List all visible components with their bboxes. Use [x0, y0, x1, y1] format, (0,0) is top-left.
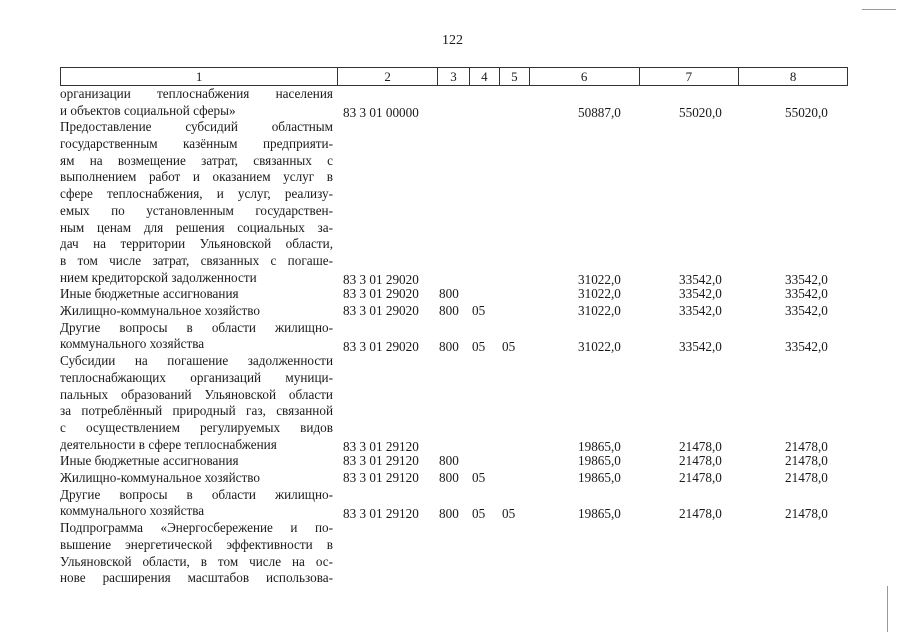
- cell-col-6: 19865,0: [578, 505, 621, 521]
- description-line: Жилищно-коммунальное хозяйство: [60, 303, 261, 319]
- row-description: [60, 320, 333, 353]
- description-line: сфере теплоснабжения, и услуг, реализу-: [60, 186, 333, 202]
- description-line: Жилищно-коммунальное хозяйство: [60, 470, 261, 486]
- description-line: Другие вопросы в области жилищно-: [60, 319, 333, 335]
- cell-col-7: 21478,0: [679, 453, 722, 469]
- cell-col-7: 21478,0: [679, 505, 722, 521]
- header-col-8: 8: [789, 69, 797, 84]
- cell-code: 83 3 01 29120: [343, 438, 419, 454]
- cell-col-6: 50887,0: [578, 104, 621, 120]
- description-line: дач на территории Ульяновской области,: [60, 236, 333, 252]
- cell-col-8: 33542,0: [785, 271, 828, 287]
- cell-col-6: 19865,0: [578, 438, 621, 454]
- cell-col-6: 19865,0: [578, 470, 621, 486]
- description-line: Подпрограмма «Энергосбережение и по-: [60, 520, 333, 536]
- page-number: 122: [442, 33, 463, 48]
- cell-col-6: 31022,0: [578, 271, 621, 287]
- cell-col-7: 33542,0: [679, 286, 722, 302]
- cell-col-6: 31022,0: [578, 303, 621, 319]
- cell-col-3: 800: [439, 470, 459, 486]
- header-col-3: 3: [438, 68, 470, 85]
- cell-col-4: 05: [472, 470, 486, 486]
- cell-code: 83 3 01 00000: [343, 104, 419, 120]
- top-right-rule: [862, 9, 896, 10]
- description-line: емых по установленным государствен-: [60, 202, 333, 218]
- cell-code: 83 3 01 29120: [343, 505, 419, 521]
- description-line: вышение энергетической эффективности в: [60, 536, 333, 552]
- cell-col-8: 33542,0: [785, 303, 828, 319]
- description-line: государственным казённым предприяти-: [60, 136, 333, 152]
- cell-code: 83 3 01 29120: [343, 470, 419, 486]
- cell-col-7: 21478,0: [679, 470, 722, 486]
- description-line: с осуществлением регулируемых видов: [60, 419, 333, 435]
- description-line: Иные бюджетные ассигнования: [60, 286, 239, 302]
- description-line: организации теплоснабжения населения: [60, 86, 333, 101]
- description-line: нове расширения масштабов использова-: [60, 570, 333, 586]
- table-header: [60, 67, 848, 86]
- cell-col-8: 21478,0: [785, 505, 828, 521]
- cell-col-6: 31022,0: [578, 338, 621, 354]
- right-margin-rule: [887, 586, 888, 632]
- description-line: деятельности в сфере теплоснабжения: [60, 436, 277, 452]
- cell-code: 83 3 01 29020: [343, 286, 419, 302]
- description-line: выполнением работ и оказанием услуг в: [60, 169, 333, 185]
- row-description: [60, 119, 333, 286]
- cell-col-3: 800: [439, 453, 459, 469]
- description-line: нием кредиторской задолженности: [60, 269, 257, 285]
- cell-col-3: 800: [439, 505, 459, 521]
- description-line: и объектов социальной сферы»: [60, 102, 236, 118]
- cell-col-8: 21478,0: [785, 453, 828, 469]
- cell-col-3: 800: [439, 338, 459, 354]
- cell-col-5: 05: [502, 505, 516, 521]
- row-description: [60, 487, 333, 520]
- cell-col-8: 33542,0: [785, 286, 828, 302]
- cell-col-8: 21478,0: [785, 470, 828, 486]
- description-line: коммунального хозяйства: [60, 336, 205, 352]
- cell-col-3: 800: [439, 303, 459, 319]
- cell-code: 83 3 01 29020: [343, 271, 419, 287]
- row-description: [60, 520, 333, 587]
- header-col-2: 2: [338, 68, 438, 85]
- row-description: [60, 86, 333, 119]
- cell-col-6: 31022,0: [578, 286, 621, 302]
- header-col-7: 7: [640, 68, 740, 85]
- description-line: Субсидии на погашение задолженности: [60, 353, 333, 369]
- row-description: [60, 303, 333, 320]
- row-description: [60, 453, 333, 470]
- cell-col-4: 05: [472, 338, 486, 354]
- cell-col-7: 21478,0: [679, 438, 722, 454]
- description-line: ным ценам для решения социальных за-: [60, 219, 333, 235]
- cell-code: 83 3 01 29120: [343, 453, 419, 469]
- row-description: [60, 353, 333, 453]
- description-line: Другие вопросы в области жилищно-: [60, 486, 333, 502]
- header-col-5: 5: [500, 68, 530, 85]
- cell-col-4: 05: [472, 505, 486, 521]
- cell-col-6: 19865,0: [578, 453, 621, 469]
- cell-code: 83 3 01 29020: [343, 338, 419, 354]
- description-line: ям на возмещение затрат, связанных с: [60, 152, 333, 168]
- header-col-6: 6: [530, 68, 640, 85]
- cell-col-4: 05: [472, 303, 486, 319]
- cell-col-7: 33542,0: [679, 303, 722, 319]
- cell-col-5: 05: [502, 338, 516, 354]
- cell-col-8: 21478,0: [785, 438, 828, 454]
- header-col-1: 1: [61, 68, 338, 85]
- row-description: [60, 470, 333, 487]
- cell-col-8: 33542,0: [785, 338, 828, 354]
- description-line: пальных образований Ульяновской области: [60, 386, 333, 402]
- cell-col-8: 55020,0: [785, 104, 828, 120]
- description-line: Ульяновской области, в том числе на ос-: [60, 553, 333, 569]
- header-col-4: 4: [470, 68, 500, 85]
- description-line: за потреблённый природный газ, связанной: [60, 403, 333, 419]
- description-line: теплоснабжающих организаций муници-: [60, 369, 333, 385]
- cell-col-7: 33542,0: [679, 271, 722, 287]
- cell-code: 83 3 01 29020: [343, 303, 419, 319]
- description-line: в том числе затрат, связанных с погаше-: [60, 252, 333, 268]
- cell-col-7: 55020,0: [679, 104, 722, 120]
- description-line: Иные бюджетные ассигнования: [60, 453, 239, 469]
- description-line: коммунального хозяйства: [60, 503, 205, 519]
- description-line: Предоставление субсидий областным: [60, 119, 333, 135]
- cell-col-7: 33542,0: [679, 338, 722, 354]
- row-description: [60, 286, 333, 303]
- cell-col-3: 800: [439, 286, 459, 302]
